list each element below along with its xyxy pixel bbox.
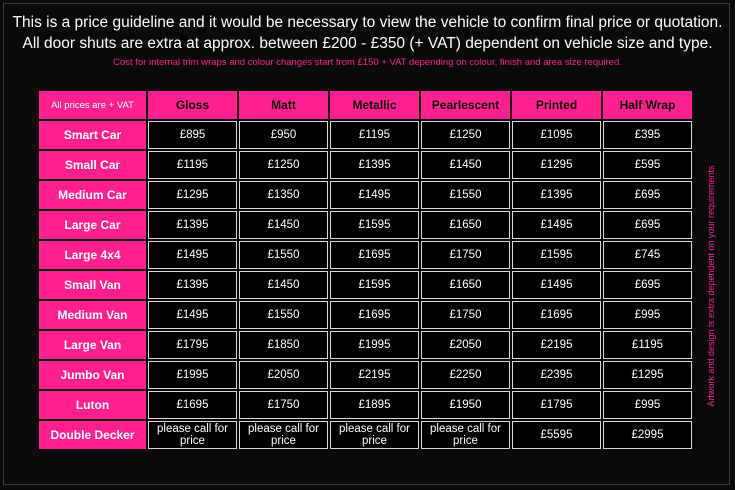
price-cell: £2195 [330,361,419,389]
price-cell: £1250 [239,151,328,179]
price-cell: £1995 [330,331,419,359]
price-cell: £695 [603,181,692,209]
table-row [39,241,692,269]
price-cell: £2050 [421,331,510,359]
price-cell: £995 [603,391,692,419]
price-cell: £1795 [512,391,601,419]
price-cell: £1395 [148,211,237,239]
row-label: Smart Car [39,121,146,149]
table-row [39,331,692,359]
price-cell: £1295 [148,181,237,209]
price-cell: £1295 [603,361,692,389]
price-cell: £2250 [421,361,510,389]
price-cell: £995 [603,301,692,329]
price-cell: £895 [148,121,237,149]
intro-block [0,12,735,69]
price-cell: £1850 [239,331,328,359]
price-cell: £1650 [421,211,510,239]
table-row [39,301,692,329]
price-cell: please call for price [239,421,328,449]
row-label: Medium Car [39,181,146,209]
price-cell: £1495 [512,271,601,299]
price-cell: £745 [603,241,692,269]
price-cell: £1195 [148,151,237,179]
table-row [39,211,692,239]
price-cell: £395 [603,121,692,149]
price-cell: £1795 [148,331,237,359]
price-cell: £1395 [330,151,419,179]
price-cell: £950 [239,121,328,149]
price-cell: £1450 [239,271,328,299]
row-label: Luton [39,391,146,419]
price-cell: £2050 [239,361,328,389]
price-cell: £1450 [239,211,328,239]
price-cell: £1395 [512,181,601,209]
price-cell: £5595 [512,421,601,449]
row-label: Small Car [39,151,146,179]
price-cell: £1650 [421,271,510,299]
row-label: Large Van [39,331,146,359]
price-cell: please call for price [330,421,419,449]
price-cell: £2395 [512,361,601,389]
row-label: Large Car [39,211,146,239]
price-cell: £1495 [148,301,237,329]
price-cell: £1550 [239,241,328,269]
column-header-pearlescent: Pearlescent [421,91,510,119]
price-cell: £1595 [330,271,419,299]
price-cell: £595 [603,151,692,179]
row-label: Medium Van [39,301,146,329]
column-header-printed: Printed [512,91,601,119]
price-cell: £1695 [330,241,419,269]
price-cell: £1995 [148,361,237,389]
row-label: Double Decker [39,421,146,449]
price-cell: £1595 [512,241,601,269]
intro-line-2: All door shuts are extra at approx. between £200 - £350 (+ VAT) dependent on vehicle size and type. [22,35,713,52]
price-cell: £1750 [421,301,510,329]
row-label: Jumbo Van [39,361,146,389]
table-row [39,151,692,179]
table-row [39,271,692,299]
price-cell: £1750 [421,241,510,269]
price-cell: £1550 [239,301,328,329]
price-cell: £1395 [148,271,237,299]
price-cell: £1695 [512,301,601,329]
price-table [37,89,694,451]
price-cell: £1550 [421,181,510,209]
price-cell: £1750 [239,391,328,419]
price-cell: £1295 [512,151,601,179]
row-label: Large 4x4 [39,241,146,269]
column-header-matt: Matt [239,91,328,119]
artwork-side-note: Artwork and design is extra dependent on your requirements [706,165,716,407]
price-cell: £1495 [512,211,601,239]
vat-note-header: All prices are + VAT [39,91,146,119]
price-cell: £695 [603,271,692,299]
table-row [39,121,692,149]
price-cell: £695 [603,211,692,239]
price-cell: £2995 [603,421,692,449]
price-cell: £1895 [330,391,419,419]
price-cell: please call for price [148,421,237,449]
column-header-metallic: Metallic [330,91,419,119]
table-row [39,361,692,389]
trim-wrap-note: Cost for internal trim wraps and colour changes start from £150 + VAT depending on colour, finish and area size required. [113,57,622,68]
price-cell: please call for price [421,421,510,449]
header-row [39,91,692,119]
column-header-half-wrap: Half Wrap [603,91,692,119]
intro-line-1: This is a price guideline and it would be necessary to view the vehicle to confirm final price or quotation. [12,14,723,31]
table-row [39,391,692,419]
price-cell: £1695 [330,301,419,329]
price-cell: £1250 [421,121,510,149]
price-cell: £1495 [148,241,237,269]
price-cell: £1350 [239,181,328,209]
price-cell: £1195 [330,121,419,149]
price-cell: £1695 [148,391,237,419]
table-row [39,421,692,449]
row-label: Small Van [39,271,146,299]
table-row [39,181,692,209]
column-header-gloss: Gloss [148,91,237,119]
price-cell: £1595 [330,211,419,239]
price-cell: £1450 [421,151,510,179]
price-cell: £2195 [512,331,601,359]
price-cell: £1495 [330,181,419,209]
price-cell: £1095 [512,121,601,149]
price-cell: £1950 [421,391,510,419]
price-cell: £1195 [603,331,692,359]
